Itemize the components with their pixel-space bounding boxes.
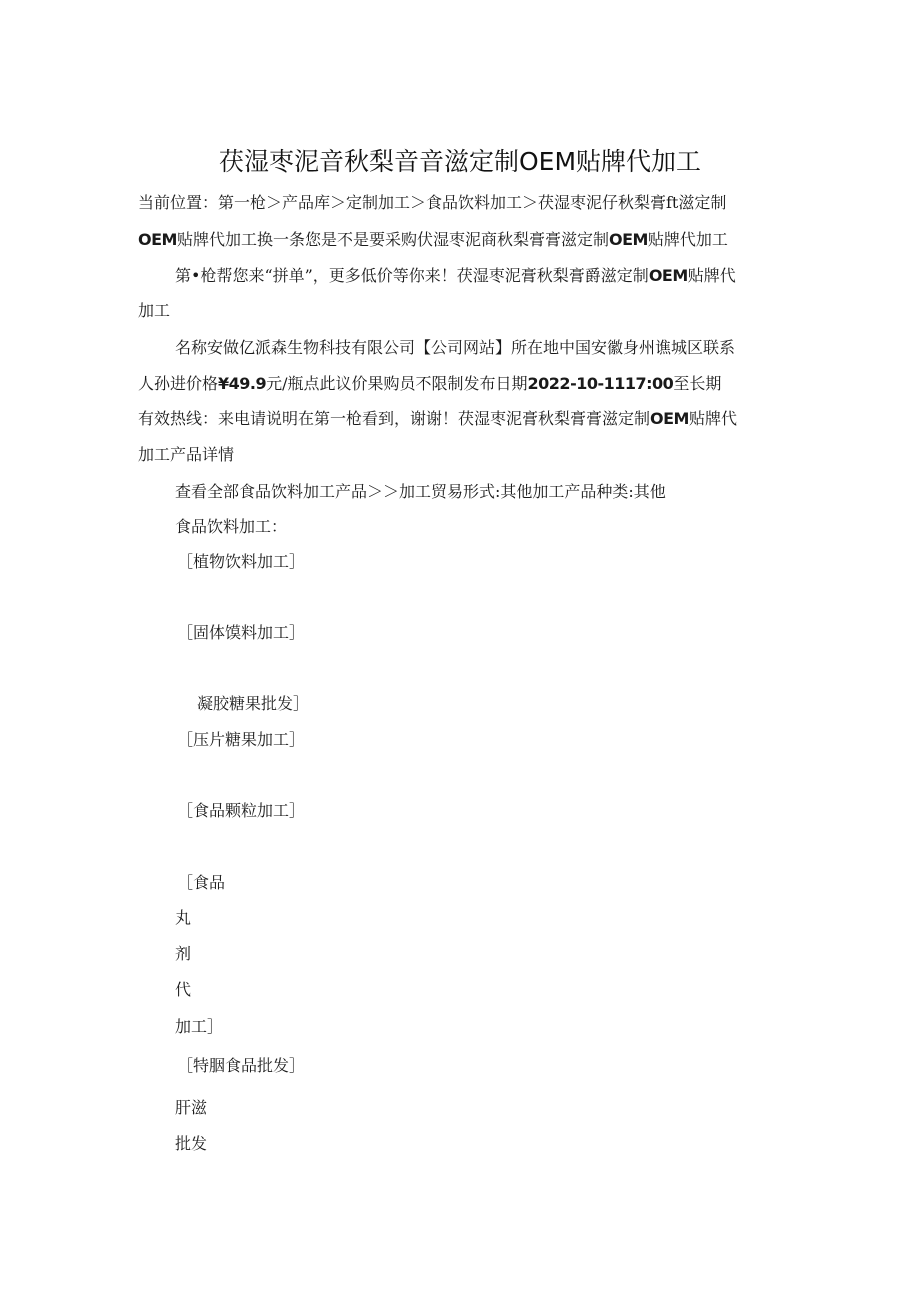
category-link-food-granule[interactable]: ［食品颗粒加工］ xyxy=(177,801,306,820)
contact-text: 人孙进价格 xyxy=(138,374,219,393)
view-all-link[interactable] xyxy=(175,481,666,503)
validity-text: 至长期 xyxy=(673,374,722,393)
category-link-special-food[interactable]: ［特胭食品批发］ xyxy=(177,1056,306,1075)
product-details-label: 加工产品详情 xyxy=(138,445,235,464)
publish-date: 2022-10-1117:00 xyxy=(527,374,674,393)
category-heading: 食品饮料加工： xyxy=(175,517,288,536)
promo-line-continued: 加工 xyxy=(138,301,171,320)
hotline-text-2: 贴牌代 xyxy=(688,409,737,428)
category-link-food-pill-part[interactable]: 加工］ xyxy=(175,1017,224,1036)
oem-label: OEM xyxy=(608,230,648,249)
breadcrumb xyxy=(138,192,726,214)
promo-line xyxy=(175,265,736,287)
price-value: ¥49.9 xyxy=(218,374,267,393)
breadcrumb-text: 当前位置：第一枪＞产品库＞定制加工＞食品饮料加工＞茯湿枣泥仔秋梨膏ft滋定制 xyxy=(138,193,727,212)
category-link-food-pill-part[interactable]: 丸 xyxy=(175,908,192,927)
oem-label: OEM xyxy=(138,230,177,249)
price-unit-text: 元/瓶点此议价果购员不限制发布日期 xyxy=(266,374,528,393)
oem-label: OEM xyxy=(648,266,688,285)
company-line xyxy=(175,337,735,359)
category-link-food-pill-part[interactable]: 剂 xyxy=(175,944,192,963)
category-link-food-pill[interactable]: ［食品 xyxy=(177,873,226,892)
oem-label: OEM xyxy=(650,409,689,428)
category-link-plant-beverage[interactable]: ［植物饮料加工］ xyxy=(177,552,306,571)
promo-text: 第•枪帮您来“拼单”，更多低价等你来！茯湿枣泥膏秋梨膏爵滋定制 xyxy=(175,266,649,285)
category-link-solid-beverage[interactable]: ［固体馍料加工］ xyxy=(177,623,306,642)
view-all-text: 查看全部食品饮料加工产品＞＞加工贸易形式:其他加工产品种类:其他 xyxy=(175,482,666,501)
company-text: 名称安做亿派森生物科技有限公司【公司网站】所在地中国安徽身州谯城区联系 xyxy=(175,338,736,357)
category-link-gel-candy[interactable]: 凝胶糖果批发］ xyxy=(197,694,310,713)
hotline-text: 有效热线：来电请说明在第一枪看到，谢谢！茯湿枣泥膏秋梨膏膏滋定制 xyxy=(138,409,651,428)
breadcrumb-text-2: 贴牌代加工换一条您是不是要采购伏湿枣泥商秋梨膏膏滋定制 xyxy=(176,230,609,249)
breadcrumb-text-3: 贴牌代加工 xyxy=(647,230,728,249)
hotline-line xyxy=(138,408,737,430)
category-link-paste[interactable]: 肝滋 xyxy=(175,1098,208,1117)
breadcrumb-continued xyxy=(138,229,728,251)
page-title: 茯湿枣泥音秋梨音音滋定制OEM贴牌代加工 xyxy=(218,147,702,176)
category-link-pressed-candy[interactable]: ［压片糖果加工］ xyxy=(177,730,306,749)
promo-text-2: 贴牌代 xyxy=(687,266,736,285)
category-link-food-pill-part[interactable]: 代 xyxy=(175,980,192,999)
price-line xyxy=(138,373,721,395)
category-link-paste-part[interactable]: 批发 xyxy=(175,1134,208,1153)
